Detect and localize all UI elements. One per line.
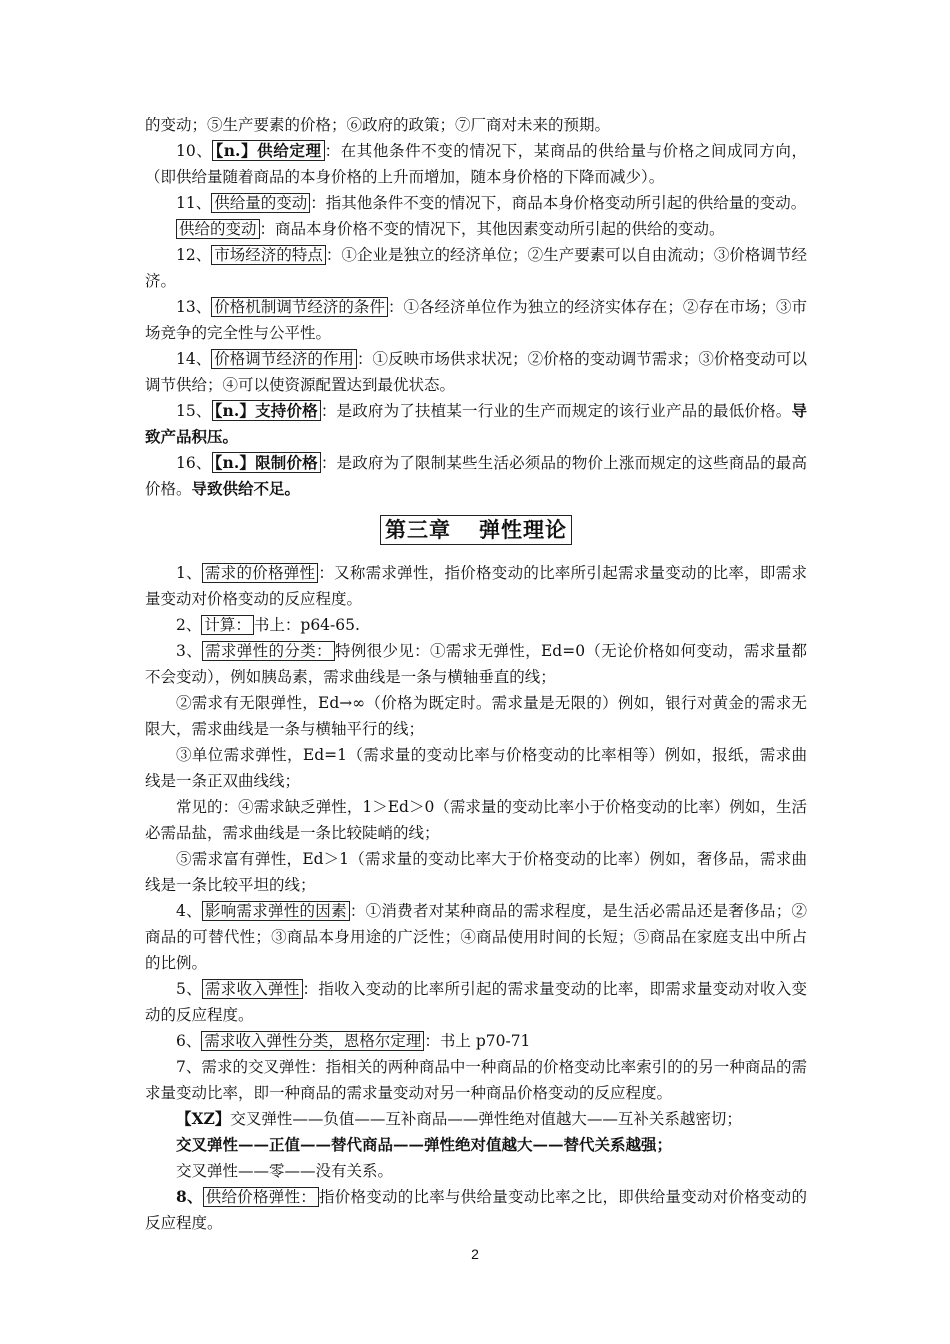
paragraph-text: ：①反映市场供求状况；②价格的变动调节需求；③价格变动可以调节供给；④可以使资源配置达到最优状态。 [145,350,807,394]
paragraph [145,294,807,346]
paragraph-text: 指价格变动的比率与供给量变动比率之比，即供给量变动对价格变动的反应程度。 [145,1188,807,1232]
paragraph-text: 6、 [176,1032,202,1050]
paragraph-text: 7、需求的交叉弹性：指相关的两种商品中一种商品的价格变动比率索引的的另一种商品的需求量变动比率，即一种商品的需求量变动对另一种商品价格变动的反应程度。 [145,1058,807,1102]
paragraph [145,560,807,612]
paragraph [145,450,807,502]
paragraph [145,638,807,690]
chapter-number: 第三章 [385,518,451,542]
paragraph-text: 1、 [176,564,202,582]
boxed-term: 价格机制调节经济的条件 [211,297,388,317]
paragraph-text: ：商品本身价格不变的情况下，其他因素变动所引起的供给的变动。 [259,220,725,238]
paragraph [145,690,807,742]
boxed-term: 影响需求弹性的因素 [202,901,350,921]
paragraph-text: 10、 [176,142,213,160]
paragraph-text: 书上：p64-65. [253,616,360,634]
paragraph [145,346,807,398]
paragraph [145,190,807,216]
paragraph-text: 8、 [176,1187,203,1206]
chapter-title [380,515,572,545]
paragraph [145,742,807,794]
paragraph-text: ：在其他条件不变的情况下，某商品的供给量与价格之间成同方向，（即供给量随着商品的本身价格的上升而增加，随本身价格的下降而减少）。 [145,142,807,186]
boxed-term: 计算： [201,615,254,635]
paragraph-group-supply [145,112,807,502]
paragraph-text: 交叉弹性——零——没有关系。 [176,1162,394,1180]
paragraph-text: 常见的：④需求缺乏弹性，1＞Ed＞0（需求量的变动比率小于价格变动的比率）例如，生活必需品盐，需求曲线是一条比较陡峭的线； [145,798,807,842]
paragraph-text: 导致供给不足。 [191,479,301,498]
paragraph-text: ：是政府为了限制某些生活必须品的物价上涨而规定的这些商品的最高价格。 [145,454,807,498]
paragraph [145,612,807,638]
paragraph [145,138,807,190]
chapter-name: 弹性理论 [479,518,567,542]
boxed-term: 【n.】供给定理 [212,140,324,161]
paragraph-text: ：指收入变动的比率所引起的需求量变动的比率，即需求量变动对收入变动的反应程度。 [145,980,807,1024]
boxed-term: 价格调节经济的作用 [211,349,357,369]
paragraph-text: 3、 [176,642,203,660]
paragraph [145,1158,807,1184]
document-page [145,112,807,1236]
paragraph-text: 的变动；⑤生产要素的价格；⑥政府的政策；⑦厂商对未来的预期。 [145,116,611,134]
paragraph-text: 导致产品积压。 [145,401,807,446]
boxed-term: 需求收入弹性 [202,979,303,999]
paragraph-text: ：①各经济单位作为独立的经济实体存在；②存在市场；③市场竞争的完全性与公平性。 [145,298,807,342]
paragraph-text: 11、 [176,194,212,212]
paragraph-group-elasticity [145,560,807,1236]
paragraph-text: 2、 [176,616,202,634]
boxed-term: 需求的价格弹性 [202,563,318,583]
boxed-term: 【n.】支持价格 [212,400,321,421]
page-number: 2 [471,1246,479,1262]
paragraph-text: 14、 [176,350,212,368]
paragraph-text: 16、 [176,454,212,472]
paragraph-text: 4、 [176,902,202,920]
paragraph-text: 12、 [176,246,212,264]
paragraph [145,242,807,294]
paragraph-text: 特例很少见：①需求无弹性，Ed=0（无论价格如何变动，需求量都不会变动），例如胰岛素，需求曲线是一条与横轴垂直的线； [145,642,807,686]
paragraph-text: 【XZ】 [176,1109,231,1128]
chapter-heading [145,510,807,552]
paragraph-text: 交叉弹性——负值——互补商品——弹性绝对值越大——互补关系越密切； [230,1110,742,1128]
paragraph-text: 15、 [176,402,212,420]
boxed-term: 需求弹性的分类： [202,641,335,661]
paragraph-text: ：①企业是独立的经济单位；②生产要素可以自由流动；③价格调节经济。 [145,246,807,290]
paragraph-text: 交叉弹性——正值——替代商品——弹性绝对值越大——替代关系越强； [176,1135,673,1154]
paragraph [145,1028,807,1054]
paragraph-text: ：书上 p70-71 [424,1032,531,1050]
paragraph-text: ：①消费者对某种商品的需求程度，是生活必需品还是奢侈品；②商品的可替代性；③商品本身用途的广泛性；④商品使用时间的长短；⑤商品在家庭支出中所占的比例。 [145,902,807,972]
paragraph [145,1184,807,1236]
paragraph [145,112,807,138]
paragraph-text: ：是政府为了扶植某一行业的生产而规定的该行业产品的最低价格。 [320,402,792,420]
paragraph-text: 13、 [176,298,212,316]
paragraph-text: ：指其他条件不变的情况下，商品本身价格变动所引起的供给量的变动。 [310,194,807,212]
paragraph [145,1106,807,1132]
boxed-term: 【n.】限制价格 [212,452,321,473]
paragraph-text: ：又称需求弹性，指价格变动的比率所引起需求量变动的比率，即需求量变动对价格变动的反应程度。 [145,564,807,608]
paragraph [145,1132,807,1158]
boxed-term: 供给价格弹性： [203,1187,319,1207]
boxed-term: 市场经济的特点 [211,245,326,265]
paragraph [145,1054,807,1106]
paragraph-text: ⑤需求富有弹性，Ed＞1（需求量的变动比率大于价格变动的比率）例如，奢侈品，需求曲线是一条比较平坦的线； [145,850,807,894]
paragraph-text: ③单位需求弹性，Ed=1（需求量的变动比率与价格变动的比率相等）例如，报纸，需求曲线是一条正双曲线线； [145,746,807,790]
paragraph [145,898,807,976]
boxed-term: 供给的变动 [176,219,260,239]
paragraph [145,216,807,242]
boxed-term: 需求收入弹性分类，恩格尔定理 [201,1031,424,1051]
paragraph [145,794,807,846]
paragraph-text: 5、 [176,980,202,998]
paragraph [145,846,807,898]
boxed-term: 供给量的变动 [211,193,310,213]
paragraph-text: ②需求有无限弹性，Ed→∞（价格为既定时。需求量是无限的）例如，银行对黄金的需求无限大，需求曲线是一条与横轴平行的线； [145,694,807,738]
paragraph [145,398,807,450]
paragraph [145,976,807,1028]
